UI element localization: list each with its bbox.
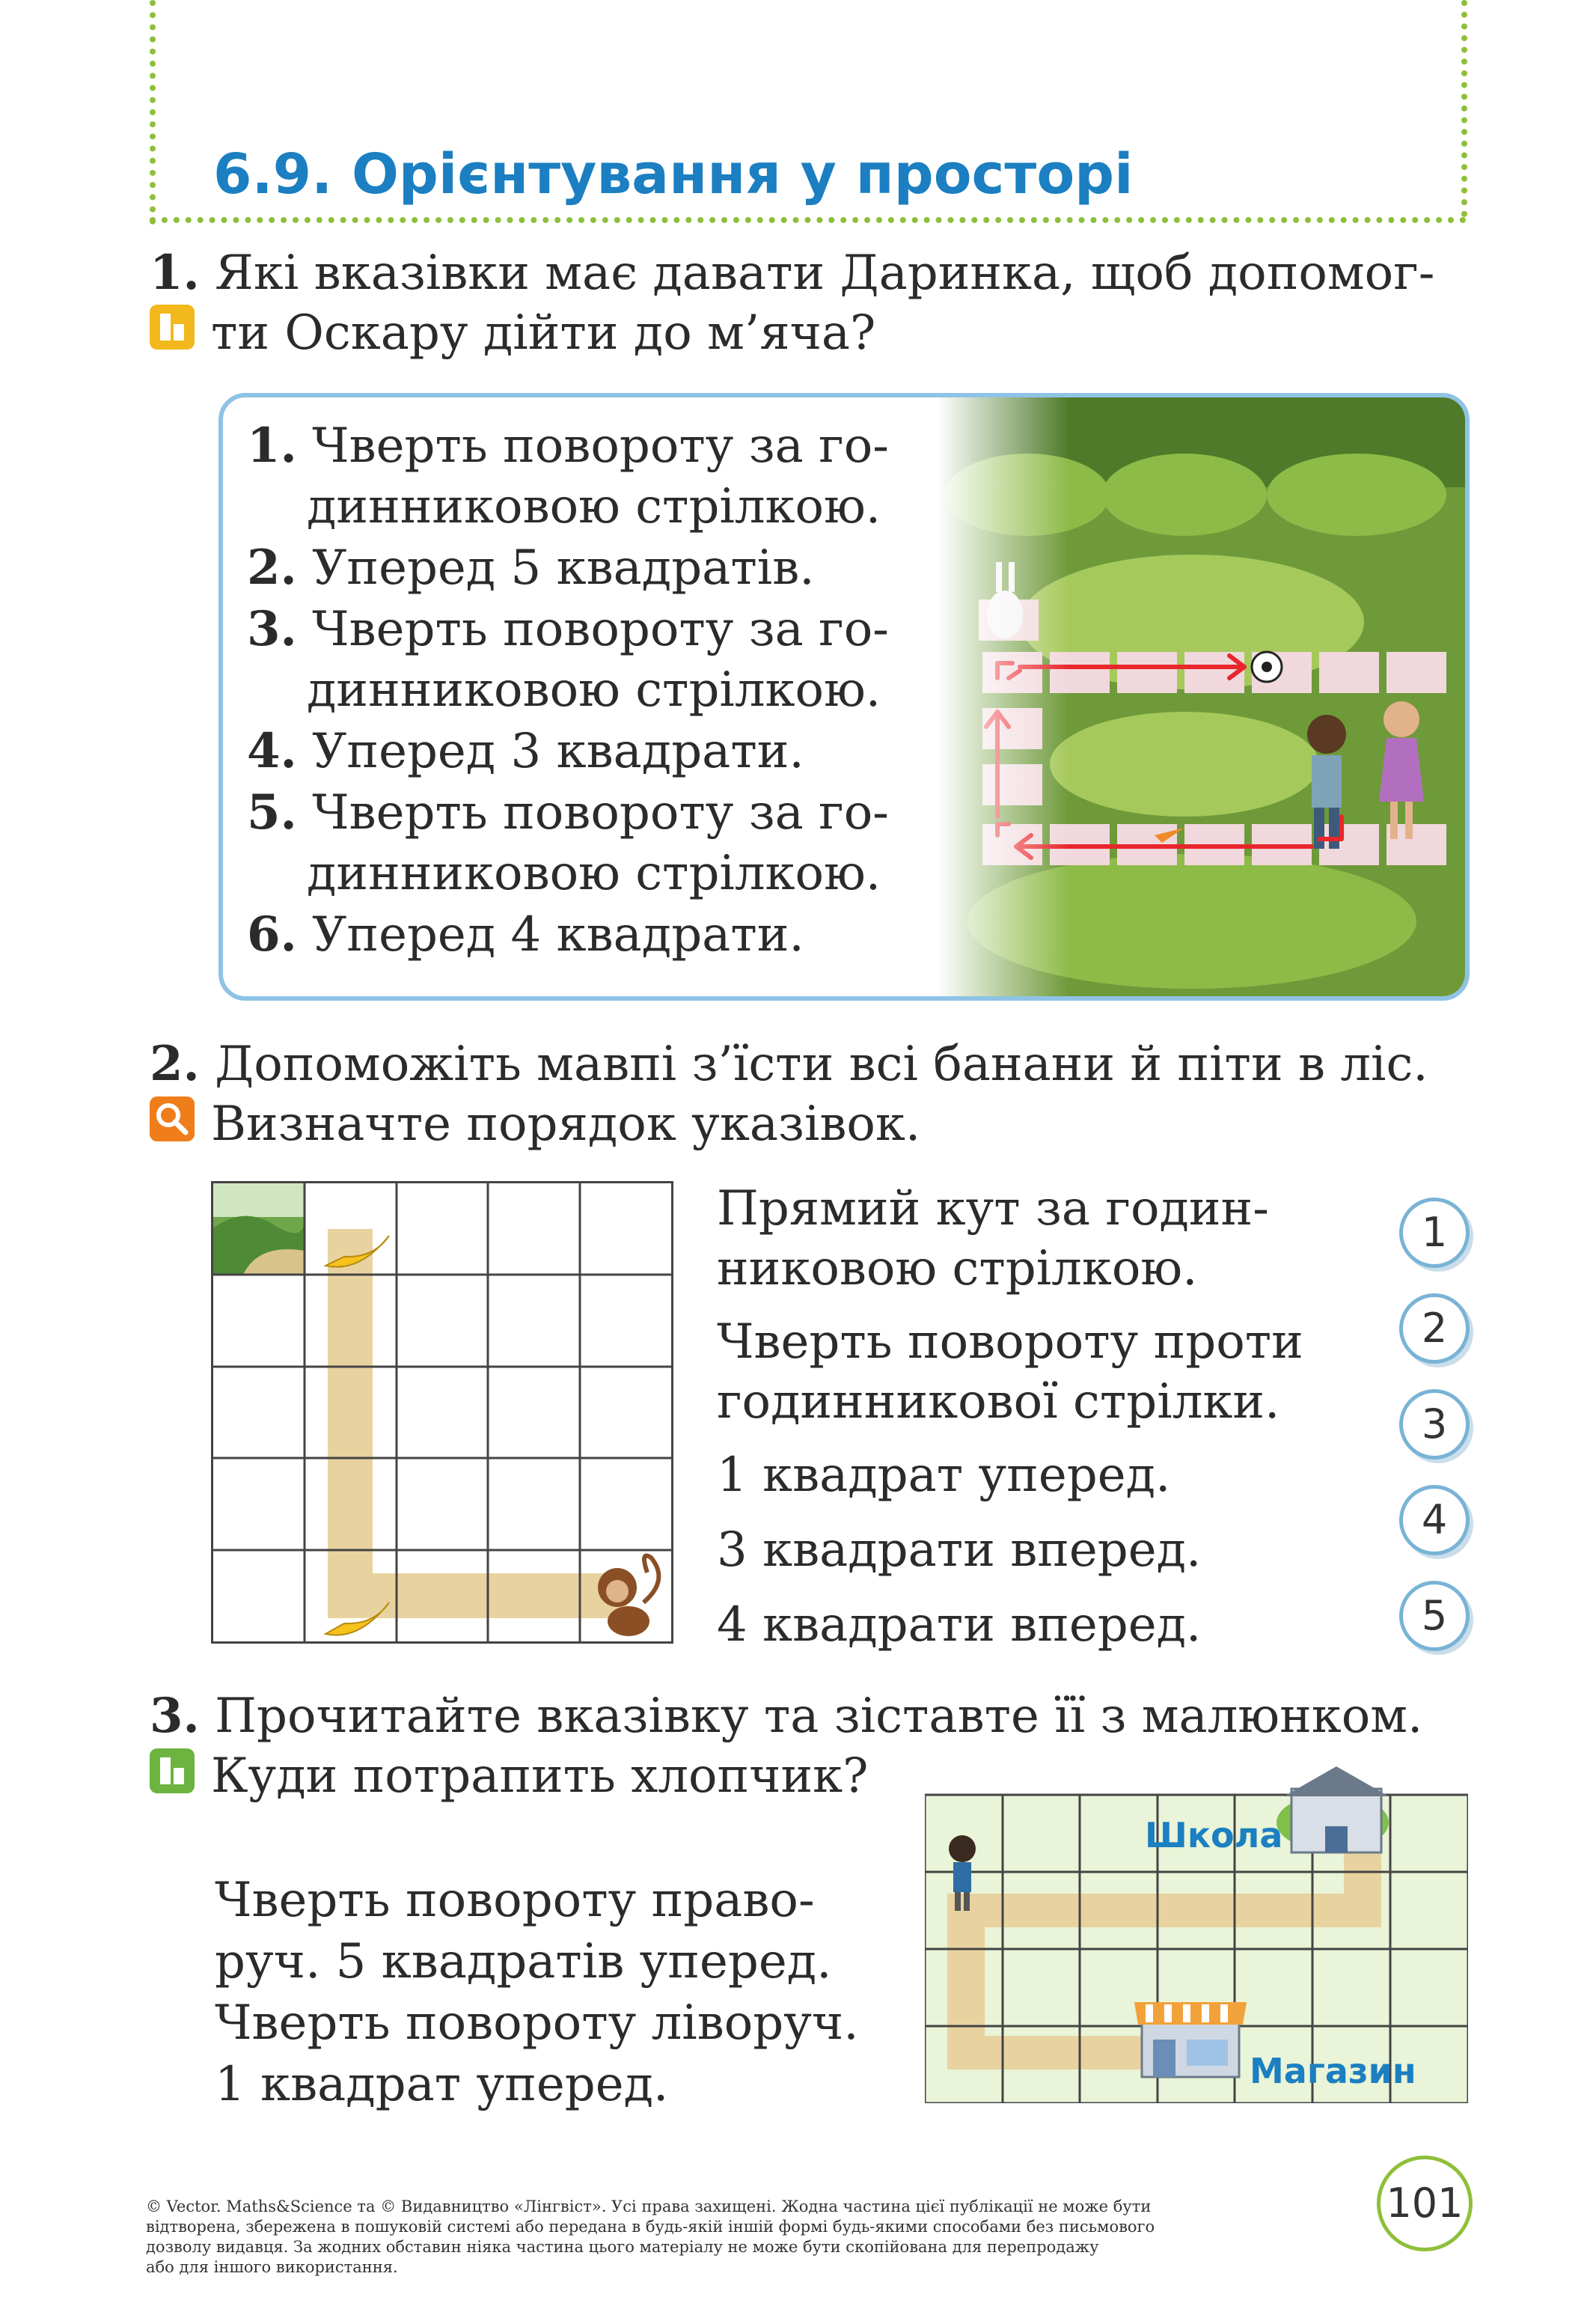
step-1-cont: динниковою стрілкою. [307,479,881,534]
footer-line-1: © Vector. Maths&Science та © Видавництво «Лінгвіст». Усі права захищені. Жодна частина цієї публікації не може бути [146,2197,1152,2215]
instruction-1-cont: никовою стрілкою. [717,1241,1198,1296]
instruction-5: 4 квадрати вперед. [717,1597,1202,1653]
step-5-cont: динниковою стрілкою. [307,846,881,901]
footer-line-2: відтворена, збережена в пошуковій системі або передана в будь-якій іншій формі будь-якими способами без письмового [146,2218,1155,2236]
garden-illustration [938,397,1465,996]
balance-scale-icon [150,305,195,350]
task2-number: 2. [150,1036,200,1092]
task3-number: 3. [150,1688,200,1744]
town-grid [925,1766,1468,2103]
dotted-frame-left [150,0,156,225]
task1-number: 1. [150,245,200,301]
instruction-4: 3 квадрати вперед. [717,1522,1202,1578]
task1-question-line1: Які вказівки має давати Даринка, щоб допомог- [215,245,1435,301]
dotted-frame-right [1461,0,1467,217]
balance-scale-icon [150,1748,195,1793]
order-circle-2[interactable]: 2 [1399,1293,1470,1364]
label-school: Школа [1145,1815,1283,1855]
order-circle-4[interactable]: 4 [1399,1485,1470,1555]
step-1: 1. Чверть повороту за го- [247,418,889,474]
instruction-3: 1 квадрат уперед. [717,1448,1171,1503]
magnifier-icon [150,1097,195,1141]
task1-steps [247,415,889,966]
task2-question-line1: Допоможіть мавпі з’їсти всі банани й піти в ліс. [215,1037,1428,1092]
step-5: 5. Чверть повороту за го- [247,784,889,841]
monkey-grid [211,1181,673,1644]
instruction-1: Прямий кут за годин- [717,1181,1269,1236]
instruction-2: Чверть повороту проти [717,1314,1303,1370]
step-6: 6. Уперед 4 квадрати. [247,906,804,963]
dotted-frame-bottom [150,217,1467,223]
task3-instruction-line2: руч. 5 квадратів уперед. [215,1934,832,1989]
task3-question-line2: Куди потрапить хлопчик? [211,1748,869,1804]
task2-question-line2: Визначте порядок указівок. [211,1097,921,1152]
page-number: 101 [1377,2156,1473,2251]
task3-question-line1: Прочитайте вказівку та зіставте її з малюнком. [215,1689,1423,1744]
task3-instruction-line1: Чверть повороту право- [215,1873,815,1928]
label-shop: Магазин [1250,2051,1416,2091]
order-circle-5[interactable]: 5 [1399,1581,1470,1651]
task3-instruction-line3: Чверть повороту ліворуч. [215,1995,859,2051]
order-circle-3[interactable]: 3 [1399,1389,1470,1460]
step-3: 3. Чверть повороту за го- [247,601,889,657]
copyright-footer [146,2197,1313,2278]
footer-line-3: дозволу видавця. За жодних обставин ніяка частина цього матеріалу не може бути скопійована для перепродажу [146,2238,1099,2256]
section-title: 6.9. Орієнтування у просторі [213,142,1134,207]
monkey-grid-svg [213,1183,671,1641]
task3-instructions [215,1870,859,2115]
task2-instructions [717,1179,1303,1655]
instruction-2-cont: годинникової стрілки. [717,1374,1280,1430]
task1-question [150,243,1434,363]
task1-question-line2: ти Оскару дійти до м’яча? [211,305,876,361]
step-2: 2. Уперед 5 квадратів. [247,540,815,596]
task3-instruction-line4: 1 квадрат уперед. [215,2057,669,2112]
step-4: 4. Уперед 3 квадрати. [247,723,804,779]
footer-line-4: або для іншого використання. [146,2258,398,2276]
step-3-cont: динниковою стрілкою. [307,662,881,718]
task2-question [150,1034,1428,1154]
order-circle-1[interactable]: 1 [1399,1198,1470,1268]
